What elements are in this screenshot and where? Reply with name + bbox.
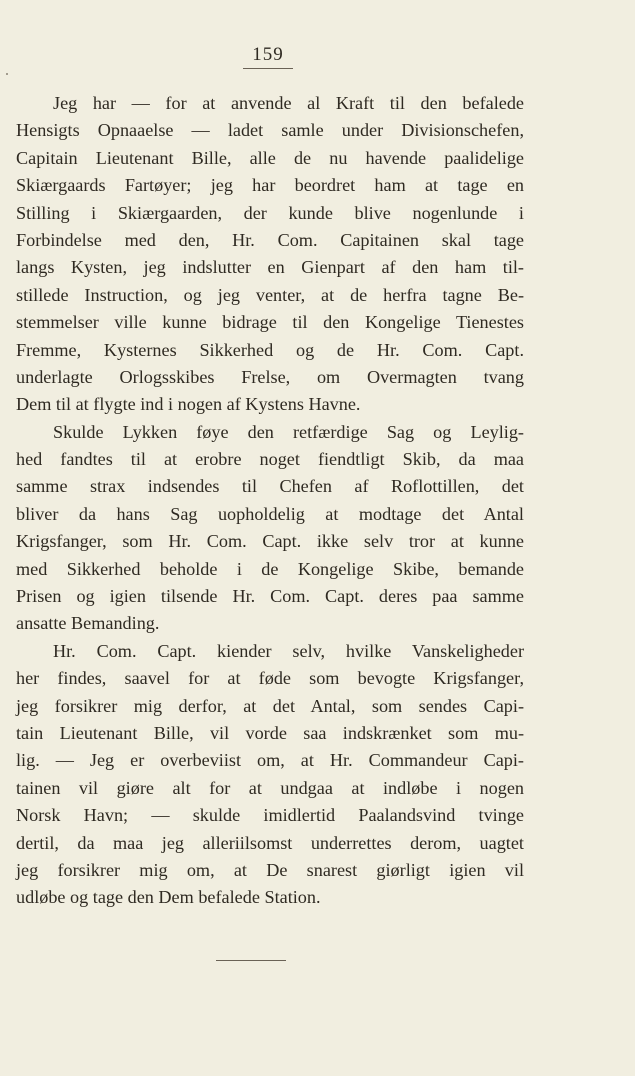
text-line: Dem til at flygte ind i nogen af Kystens Havne. [16, 394, 361, 415]
text-line: samme strax indsendes til Chefen af Roflottillen, det [16, 476, 524, 497]
body-text [16, 90, 524, 912]
text-line: bliver da hans Sag uopholdelig at modtage det Antal [16, 503, 524, 524]
text-line: Fremme, Kysternes Sikkerhed og de Hr. Com. Capt. [16, 339, 524, 360]
page-number-underline [243, 68, 293, 69]
text-line: udløbe og tage den Dem befalede Station. [16, 887, 321, 908]
text-line: Jeg har — for at anvende al Kraft til den befalede [53, 93, 524, 113]
paragraph [16, 90, 524, 419]
text-line: hed fandtes til at erobre noget fiendtligt Skib, da maa [16, 449, 524, 470]
text-line: ansatte Bemanding. [16, 613, 160, 634]
closing-rule [216, 960, 286, 961]
text-line: med Sikkerhed beholde i de Kongelige Skibe, bemande [16, 558, 524, 579]
text-line: stillede Instruction, og jeg venter, at de herfra tagne Be- [16, 284, 524, 305]
paragraph [16, 638, 524, 912]
text-line: Hensigts Opnaaelse — ladet samle under Divisionschefen, [16, 120, 524, 141]
text-line: Krigsfanger, som Hr. Com. Capt. ikke selv tror at kunne [16, 531, 524, 552]
text-line: Capitain Lieutenant Bille, alle de nu havende paalidelige [16, 147, 524, 168]
scan-speck [6, 73, 8, 75]
text-line: Hr. Com. Capt. kiender selv, hvilke Vanskeligheder [53, 640, 524, 661]
text-line: her findes, saavel for at føde som bevogte Krigsfanger, [16, 668, 524, 689]
text-line: dertil, da maa jeg alleriilsomst underrettes derom, uagtet [16, 832, 524, 853]
text-line: jeg forsikrer mig derfor, at det Antal, som sendes Capi- [16, 695, 524, 716]
text-line: Forbindelse med den, Hr. Com. Capitainen skal tage [16, 229, 524, 250]
text-line: Norsk Havn; — skulde imidlertid Paalandsvind tvinge [16, 805, 524, 826]
page-number: 159 [252, 44, 284, 65]
text-line: Stilling i Skiærgaarden, der kunde blive nogenlunde i [16, 202, 524, 223]
text-line: jeg forsikrer mig om, at De snarest giørligt igien vil [16, 859, 524, 880]
text-line: tain Lieutenant Bille, vil vorde saa indskrænket som mu- [16, 722, 524, 743]
text-line: lig. — Jeg er overbeviist om, at Hr. Commandeur Capi- [16, 750, 524, 771]
paragraph [16, 419, 524, 638]
text-line: underlagte Orlogsskibes Frelse, om Overmagten tvang [16, 366, 524, 387]
text-line: Prisen og igien tilsende Hr. Com. Capt. deres paa samme [16, 586, 524, 607]
text-line: Skulde Lykken føye den retfærdige Sag og Leylig- [53, 421, 524, 442]
text-line: tainen vil giøre alt for at undgaa at indløbe i nogen [16, 777, 524, 798]
text-line: Skiærgaards Fartøyer; jeg har beordret ham at tage en [16, 175, 524, 196]
text-line: langs Kysten, jeg indslutter en Gienpart af den ham til- [16, 257, 524, 278]
text-line: stemmelser ville kunne bidrage til den Kongelige Tienestes [16, 312, 524, 333]
